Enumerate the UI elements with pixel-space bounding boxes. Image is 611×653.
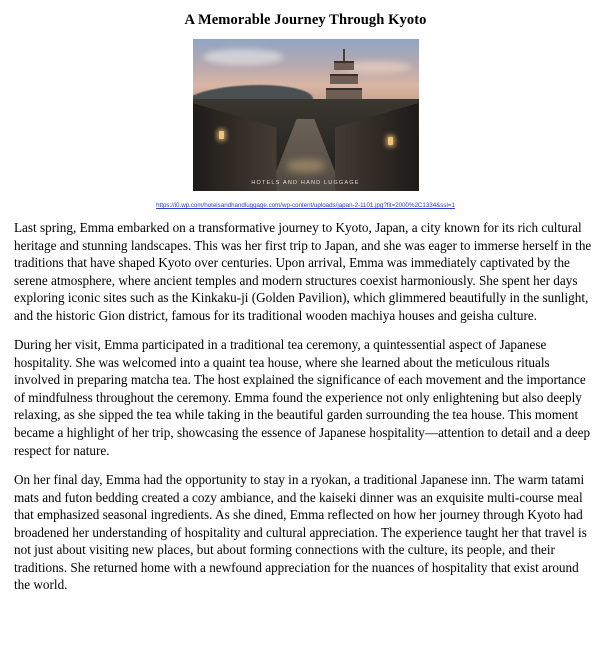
lantern-icon — [219, 131, 224, 139]
lantern-icon — [388, 137, 393, 145]
image-source-link[interactable]: https://i0.wp.com/hotelsandhandluggage.com/wp-content/uploads/japan-2-1101.jpg?fit=2000%2C1334&ssl=1 — [156, 202, 455, 209]
photo-cloud — [203, 49, 283, 65]
kyoto-street-photo — [193, 39, 419, 191]
photo-glow — [286, 159, 326, 173]
paragraph-3: On her final day, Emma had the opportunity to stay in a ryokan, a traditional Japanese inn. The warm tatami mats and futon bedding created a cozy ambiance, and the kaiseki dinner was an exquisite multi-course meal that emphasized seasonal ingredients. As she dined, Emma reflected on how her journey through Kyoto had broadened her understanding of hospitality and cultural appreciation. The experience taught her that travel is not just about visiting new places, but about forming connections with the culture, its people, and their traditions. She returned home with a newfound appreciation for the nuances of hospitality that exist around the world. — [14, 472, 587, 593]
page-title: A Memorable Journey Through Kyoto — [184, 12, 427, 28]
paragraph-1: Last spring, Emma embarked on a transformative journey to Kyoto, Japan, a city known for its rich cultural heritage and stunning landscapes. This was her first trip to Japan, and she was eager to immerse herself in the traditions that have shaped Kyoto over centuries. Upon arrival, Emma was immediately captivated by the serene atmosphere, where ancient temples and modern structures coexist harmoniously. She spent her days exploring iconic sites such as the Kinkaku-ji (Golden Pavilion), which glimmered beautifully in the sunlight, and the historic Gion district, famous for its traditional wooden machiya houses and geisha culture. — [14, 220, 592, 323]
photo-watermark: HOTELS AND HAND LUGGAGE — [251, 180, 360, 186]
figure — [14, 39, 597, 196]
paragraph-2: During her visit, Emma participated in a traditional tea ceremony, a quintessential aspect of Japanese hospitality. She was welcomed into a quaint tea house, where she learned about the meticulous rituals involved in preparing matcha tea. The host explained the significance of each movement and the importance of mindfulness throughout the ceremony. Emma found the experience not only enlightening but also deeply relaxing, as she sipped the tea while taking in the beautiful garden surrounding the tea house. This moment became a highlight of her trip, showcasing the essence of Japanese hospitality—attention to detail and a deep respect for nature. — [14, 337, 591, 458]
